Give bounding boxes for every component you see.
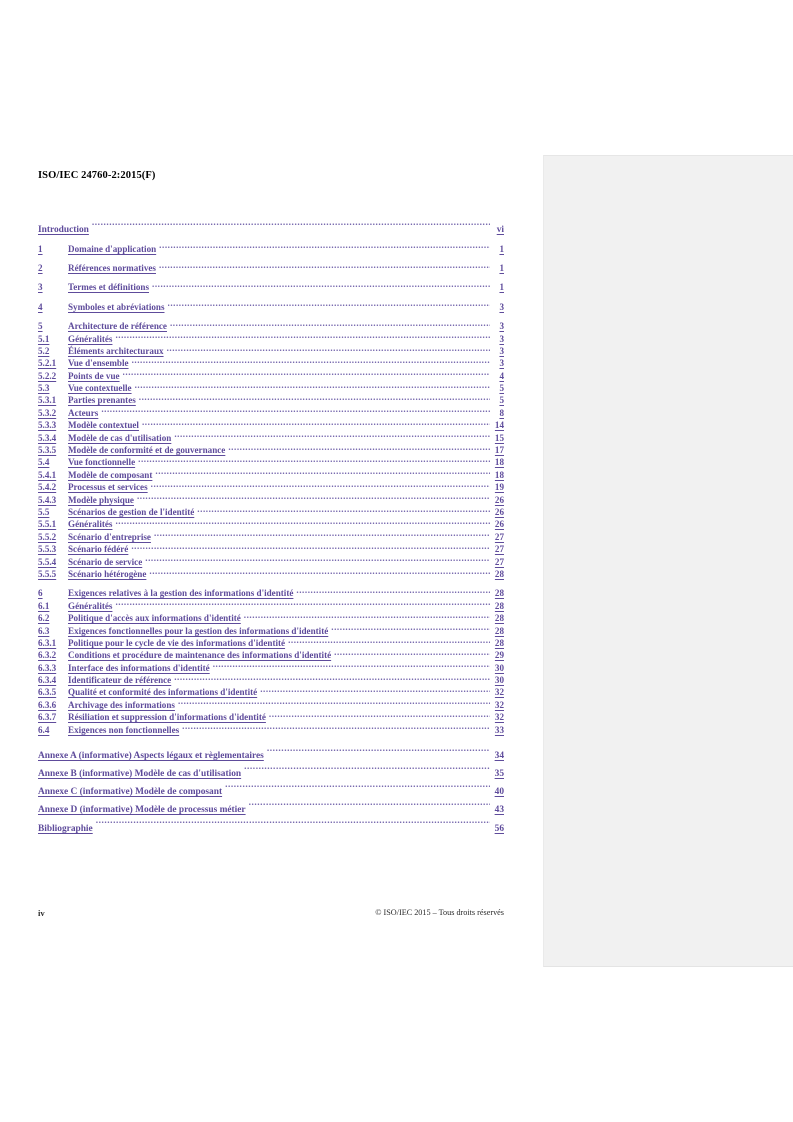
toc-leader-dots	[197, 503, 490, 515]
toc-entry-number: 5.4	[38, 457, 50, 468]
toc-entry-page-number: 40	[494, 787, 504, 798]
toc-entry-page-number: 32	[494, 712, 504, 723]
toc-entry-page-number: 15	[494, 432, 504, 443]
toc-entry-page-number: 32	[494, 687, 504, 698]
toc-entry-page-number: 28	[494, 625, 504, 636]
toc-entry-page-number: 4	[499, 370, 504, 381]
toc-entry-page-number: 30	[494, 662, 504, 673]
toc-entry-page-number: 28	[494, 588, 504, 599]
toc-entry-page-number: 28	[494, 613, 504, 624]
toc-entry-page-number: 17	[494, 445, 504, 456]
table-of-contents	[38, 214, 504, 834]
toc-leader-dots	[115, 329, 490, 341]
toc-entry-title: Identificateur de référence	[68, 675, 172, 686]
toc-entry[interactable]	[38, 214, 504, 236]
toc-entry-title: Éléments architecturaux	[68, 345, 164, 356]
toc-entry-page-number: 26	[494, 519, 504, 530]
toc-entry[interactable]	[38, 259, 504, 271]
toc-entry-title: Introduction	[38, 225, 89, 236]
toc-entry-title: Vue contextuelle	[68, 383, 132, 394]
toc-entry-page-number: 30	[494, 675, 504, 686]
toc-leader-dots	[228, 441, 490, 453]
side-preview-panel	[543, 155, 793, 967]
toc-leader-dots	[182, 720, 490, 732]
toc-entry-number: 6.3.2	[38, 650, 57, 661]
toc-entry-page-number: 26	[494, 507, 504, 517]
toc-leader-dots	[331, 621, 490, 633]
toc-leader-dots	[139, 391, 490, 403]
toc-entry-page-number: 3	[499, 333, 504, 344]
toc-entry-title: Scénarios de gestion de l'identité	[68, 507, 195, 517]
toc-entry-page-number: 3	[499, 358, 504, 369]
toc-leader-dots	[159, 259, 490, 271]
toc-entry-page-number: 28	[494, 568, 504, 579]
toc-entry-page-number: 3	[499, 345, 504, 356]
toc-entry-number: 6.3.3	[38, 662, 57, 673]
toc-entry-number: 5.3.5	[38, 445, 57, 456]
toc-entry-title: Termes et définitions	[68, 282, 149, 293]
toc-entry[interactable]	[38, 584, 504, 599]
toc-entry-number: 1	[38, 243, 43, 254]
toc-entry-number: 6.2	[38, 613, 50, 624]
toc-leader-dots	[267, 740, 490, 758]
toc-entry-title: Architecture de référence	[68, 321, 167, 332]
toc-entry-title: Interface des informations d'identité	[68, 662, 210, 673]
toc-entry[interactable]	[38, 239, 504, 254]
toc-entry-page-number: 8	[499, 407, 504, 418]
toc-entry-title: Exigences non fonctionnelles	[68, 724, 180, 735]
toc-entry-number: 5.4.3	[38, 494, 57, 505]
toc-leader-dots	[155, 465, 490, 477]
toc-entry-title: Scénario hétérogène	[68, 568, 147, 579]
toc-entry-page-number: vi	[496, 225, 504, 236]
toc-entry-title: Scénario fédéré	[68, 544, 129, 555]
toc-entry-page-number: 26	[494, 494, 504, 505]
toc-entry-title: Acteurs	[68, 407, 99, 418]
toc-leader-dots	[167, 342, 490, 354]
toc-entry-title: Modèle physique	[68, 494, 134, 505]
toc-entry-title: Scénario d'entreprise	[68, 531, 151, 542]
toc-entry-number: 5.3.1	[38, 395, 57, 406]
toc-leader-dots	[138, 453, 490, 465]
toc-entry-number: 6.3.7	[38, 712, 57, 723]
toc-entry-title: Annexe A (informative) Aspects légaux et règlementaires	[38, 750, 264, 761]
toc-entry-page-number: 3	[499, 321, 504, 332]
toc-entry-title: Scénario de service	[68, 556, 143, 567]
toc-leader-dots	[131, 540, 490, 552]
toc-leader-dots	[159, 239, 490, 251]
toc-entry-page-number: 14	[494, 420, 504, 431]
toc-leader-dots	[269, 708, 490, 720]
toc-leader-dots	[151, 478, 490, 490]
toc-entry-number: 5.3.3	[38, 420, 57, 431]
toc-entry-page-number: 18	[494, 457, 504, 468]
toc-entry-title: Modèle contextuel	[68, 420, 139, 431]
toc-entry-number: 6.3.5	[38, 687, 57, 698]
toc-leader-dots	[244, 758, 490, 776]
toc-entry-title: Modèle de cas d'utilisation	[68, 432, 172, 443]
toc-entry-title: Archivage des informations	[68, 699, 175, 710]
toc-entry-number: 6	[38, 588, 43, 599]
toc-entry-title: Politique d'accès aux informations d'identité	[68, 613, 241, 624]
toc-entry-title: Modèle de conformité et de gouvernance	[68, 445, 226, 456]
toc-leader-dots	[145, 552, 490, 564]
toc-leader-dots	[137, 490, 490, 502]
toc-entry-title: Exigences relatives à la gestion des informations d'identité	[68, 588, 294, 599]
toc-entry-number: 6.4	[38, 724, 50, 735]
toc-entry-page-number: 34	[494, 750, 504, 761]
toc-leader-dots	[334, 646, 490, 658]
toc-entry-title: Exigences fonctionnelles pour la gestion des informations d'identité	[68, 625, 329, 636]
toc-entry[interactable]	[38, 278, 504, 293]
toc-entry-title: Domaine d'application	[68, 243, 157, 254]
toc-entry-number: 5.3	[38, 383, 50, 394]
toc-entry-number: 5.5.4	[38, 556, 57, 567]
toc-entry-number: 5.4.2	[38, 482, 57, 493]
toc-entry-page-number: 27	[494, 544, 504, 555]
toc-entry-number: 5.3.4	[38, 432, 57, 443]
toc-entry-number: 5.4.1	[38, 469, 57, 480]
toc-entry-number: 5.5.2	[38, 531, 57, 542]
toc-entry[interactable]	[38, 416, 504, 431]
toc-entry-number: 5.1	[38, 333, 50, 344]
toc-entry-title: Conditions et procédure de maintenance des informations d'identité	[68, 650, 332, 661]
toc-entry-page-number: 1	[499, 282, 504, 293]
toc-entry-title: Généralités	[68, 600, 113, 611]
toc-entry-title: Annexe C (informative) Modèle de composant	[38, 787, 223, 798]
toc-entry-number: 2	[38, 262, 43, 273]
toc-entry-title: Politique pour le cycle de vie des informations d'identité	[68, 637, 286, 648]
toc-leader-dots	[132, 354, 490, 366]
toc-leader-dots	[244, 609, 490, 621]
toc-leader-dots	[260, 683, 490, 695]
toc-entry-number: 5.5.5	[38, 568, 57, 579]
toc-entry-page-number: 5	[499, 383, 504, 394]
toc-entry-number: 6.3.6	[38, 699, 57, 710]
toc-entry-page-number: 33	[494, 724, 504, 735]
footer-page-number: iv	[38, 908, 45, 918]
toc-entry-page-number: 28	[494, 600, 504, 611]
toc-entry-number: 4	[38, 301, 43, 312]
toc-entry-title: Annexe B (informative) Modèle de cas d'utilisation	[38, 769, 242, 780]
toc-entry-number: 5.5.1	[38, 519, 57, 530]
toc-leader-dots	[296, 584, 490, 596]
toc-leader-dots	[168, 297, 491, 309]
toc-entry-number: 6.3	[38, 625, 50, 636]
toc-entry-page-number: 1	[499, 262, 504, 273]
toc-entry-page-number: 28	[494, 637, 504, 648]
toc-entry-page-number: 56	[494, 823, 504, 834]
toc-entry-number: 5.5	[38, 507, 50, 517]
toc-leader-dots	[170, 317, 490, 329]
toc-leader-dots	[249, 794, 490, 812]
toc-entry-number: 6.3.4	[38, 675, 57, 686]
toc-leader-dots	[288, 634, 490, 646]
toc-entry-page-number: 19	[494, 482, 504, 493]
toc-entry-page-number: 1	[499, 243, 504, 254]
toc-entry[interactable]	[38, 403, 504, 418]
toc-entry-number: 3	[38, 282, 43, 293]
toc-entry-title: Résiliation et suppression d'informations d'identité	[68, 712, 266, 723]
toc-entry[interactable]	[38, 740, 504, 761]
toc-entry-number: 5.2.2	[38, 370, 57, 381]
toc-entry-title: Généralités	[68, 333, 113, 344]
toc-entry-title: Points de vue	[68, 370, 120, 381]
toc-entry-page-number: 35	[494, 769, 504, 780]
toc-leader-dots	[101, 403, 490, 415]
toc-entry-number: 5.5.3	[38, 544, 57, 555]
toc-entry-title: Symboles et abréviations	[68, 301, 165, 312]
toc-leader-dots	[115, 515, 490, 527]
toc-entry-page-number: 32	[494, 699, 504, 710]
toc-leader-dots	[123, 366, 490, 378]
toc-entry-title: Qualité et conformité des informations d'identité	[68, 687, 258, 698]
toc-entry-page-number: 29	[494, 650, 504, 661]
toc-entry-title: Processus et services	[68, 482, 148, 493]
toc-leader-dots	[96, 812, 490, 830]
toc-leader-dots	[115, 596, 490, 608]
toc-leader-dots	[213, 658, 490, 670]
toc-entry[interactable]	[38, 297, 504, 312]
toc-leader-dots	[154, 527, 490, 539]
toc-leader-dots	[174, 428, 490, 440]
toc-leader-dots	[142, 416, 490, 428]
toc-entry-page-number: 43	[494, 805, 504, 816]
toc-leader-dots	[149, 565, 490, 577]
toc-leader-dots	[225, 776, 490, 794]
toc-entry-title: Annexe D (informative) Modèle de processus métier	[38, 805, 246, 816]
toc-entry-title: Bibliographie	[38, 823, 93, 834]
toc-entry-page-number: 3	[499, 301, 504, 312]
toc-leader-dots	[92, 214, 490, 232]
toc-entry-title: Parties prenantes	[68, 395, 136, 406]
toc-entry-number: 6.1	[38, 600, 50, 611]
toc-leader-dots	[174, 671, 490, 683]
toc-entry[interactable]	[38, 317, 504, 332]
toc-entry-number: 5.2.1	[38, 358, 57, 369]
toc-entry-page-number: 27	[494, 556, 504, 567]
toc-entry-page-number: 5	[499, 395, 504, 406]
toc-entry-number: 6.3.1	[38, 637, 57, 648]
toc-leader-dots	[135, 379, 490, 391]
toc-entry-number: 5.2	[38, 345, 50, 356]
footer-copyright-notice: © ISO/IEC 2015 – Tous droits réservés	[375, 908, 504, 917]
toc-leader-dots	[152, 278, 490, 290]
toc-entry-title: Vue d'ensemble	[68, 358, 129, 369]
toc-entry-number: 5.3.2	[38, 407, 57, 418]
toc-entry-page-number: 18	[494, 469, 504, 480]
toc-entry-title: Généralités	[68, 519, 113, 530]
toc-entry-title: Modèle de composant	[68, 469, 153, 480]
toc-entry[interactable]	[38, 812, 504, 834]
toc-entry-title: Références normatives	[68, 262, 156, 273]
toc-entry-title: Vue fonctionnelle	[68, 457, 136, 468]
toc-entry-number: 5	[38, 321, 43, 332]
toc-entry-page-number: 27	[494, 531, 504, 542]
toc-leader-dots	[178, 695, 490, 707]
document-header-standard-number: ISO/IEC 24760-2:2015(F)	[38, 170, 156, 181]
